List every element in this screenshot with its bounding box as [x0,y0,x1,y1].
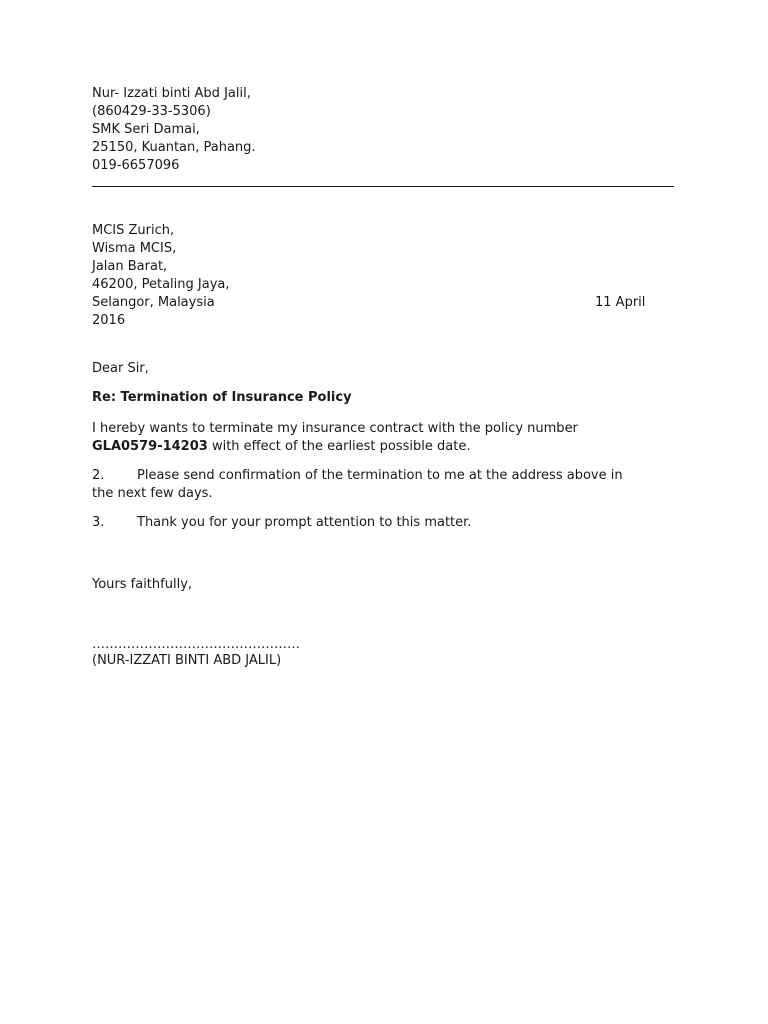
sender-school: SMK Seri Damai, [92,122,200,137]
paragraph-1-rest: with effect of the earliest possible date. [207,439,471,454]
sender-city: 25150, Kuantan, Pahang. [92,140,256,155]
recipient-building: Wisma MCIS, [92,241,177,256]
closing: Yours faithfully, [92,577,193,592]
recipient-company: MCIS Zurich, [92,223,175,238]
recipient-city: 46200, Petaling Jaya, [92,277,230,292]
header-divider [92,186,674,187]
paragraph-1-line-2 [92,438,470,456]
paragraph-2-text: Please send confirmation of the termination to me at the address above in [137,468,623,483]
letter-date-day-month: 11 April [595,295,646,310]
paragraph-1-line-1: I hereby wants to terminate my insurance contract with the policy number [92,421,578,436]
sender-ic-number: (860429-33-5306) [92,104,211,119]
paragraph-3-text: Thank you for your prompt attention to this matter. [137,515,472,530]
sender-name: Nur- Izzati binti Abd Jalil, [92,86,251,101]
subject-line: Re: Termination of Insurance Policy [92,390,352,405]
letter-date-year: 2016 [92,313,126,328]
recipient-state: Selangor, Malaysia [92,295,215,310]
salutation: Dear Sir, [92,361,149,376]
sender-phone: 019-6657096 [92,158,180,173]
recipient-street: Jalan Barat, [92,259,168,274]
paragraph-2-number: 2. [92,468,105,483]
paragraph-3-line-1 [92,514,471,532]
signatory-name: (NUR-IZZATI BINTI ABD JALIL) [92,653,282,668]
signature-dots: ………………………………………… [92,637,300,652]
paragraph-2-line-1 [92,467,623,485]
paragraph-2-line-2: the next few days. [92,486,213,501]
policy-number: GLA0579-14203 [92,439,208,454]
paragraph-3-number: 3. [92,515,105,530]
